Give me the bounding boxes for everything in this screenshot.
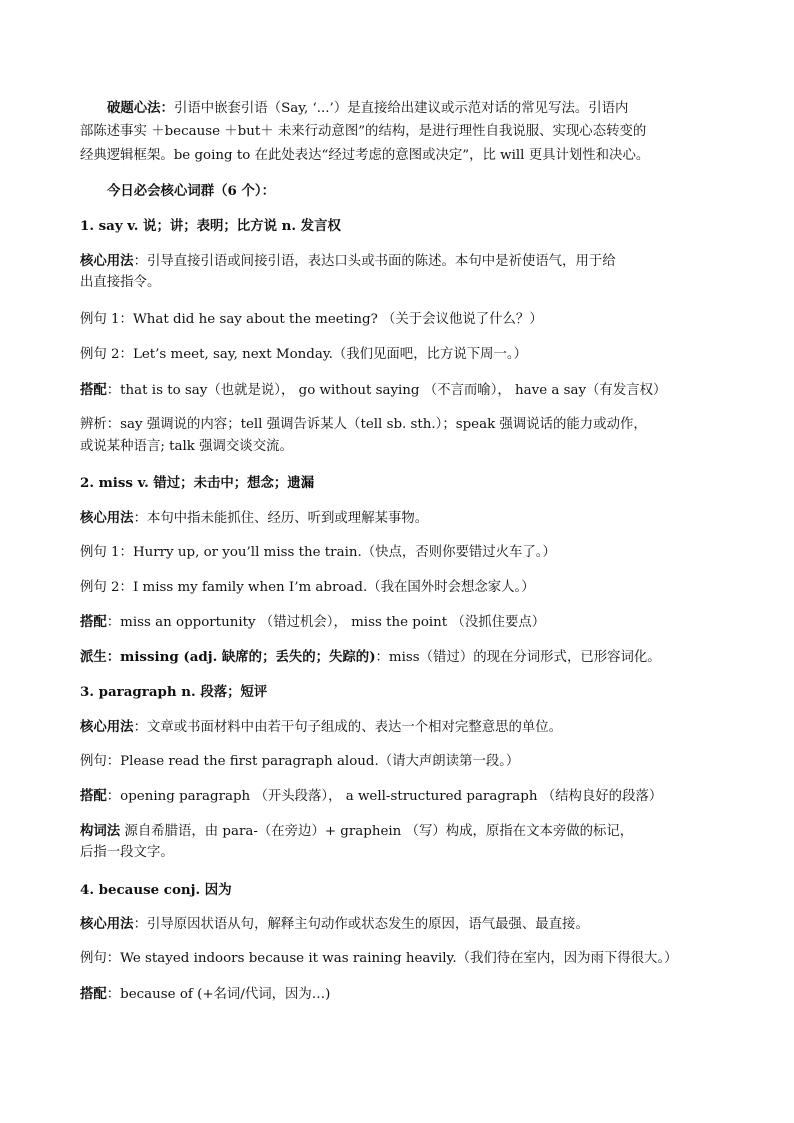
- word-heading-say: 1. say v. 说；讲；表明；比方说 n. 发言权: [80, 218, 341, 234]
- paragraph-collocation-label: 搭配: [80, 788, 107, 804]
- paragraph-usage: [80, 716, 740, 739]
- say-collocation: [80, 379, 740, 402]
- because-usage: [80, 913, 740, 936]
- paragraph-word-formation-text: 源自希腊语，由 para-（在旁边）+ graphein （写）构成，原指在文本旁做的标记，: [120, 824, 634, 839]
- miss-collocation-label: 搭配: [80, 614, 107, 630]
- paragraph-word-formation-line-1: [80, 820, 740, 843]
- miss-example-2: 例句 2：I miss my family when I’m abroad.（我在国外时会想念家人。）: [80, 580, 535, 595]
- miss-collocation-text: ：miss an opportunity （错过机会）， miss the point （没抓住要点）: [106, 615, 546, 630]
- miss-usage-text: ：本句中指未能抓住、经历、听到或理解某事物。: [133, 511, 429, 526]
- paragraph-word-formation-label: 构词法: [80, 823, 121, 839]
- section-title: 今日必会核心词群（6 个）：: [107, 183, 275, 199]
- miss-example-1: 例句 1：Hurry up, or you’ll miss the train.（快点，否则你要错过火车了。）: [80, 545, 556, 560]
- because-collocation-label: 搭配: [80, 986, 107, 1002]
- because-example: 例句：We stayed indoors because it was raining heavily.（我们待在室内，因为雨下得很大。）: [80, 951, 678, 966]
- say-usage-label: 核心用法: [80, 253, 134, 269]
- say-usage-text: ：引导直接引语或间接引语，表达口头或书面的陈述。本句中是祈使语气，用于给: [133, 254, 616, 269]
- paragraph-word-formation-line-2: 后指一段文字。: [80, 845, 174, 860]
- miss-usage-label: 核心用法: [80, 510, 134, 526]
- say-differentiation-line-1: 辨析：say 强调说的内容；tell 强调告诉某人（tell sb. sth.）；speak 强调说话的能力或动作，: [80, 417, 647, 432]
- word-heading-miss: 2. miss v. 错过；未击中；想念；遗漏: [80, 475, 315, 491]
- say-usage-line-2: 出直接指令。: [80, 275, 161, 290]
- miss-derivation-text: ：miss（错过）的现在分词形式，已形容词化。: [375, 650, 661, 665]
- because-collocation-text: ：because of (+名词/代词，因为…): [106, 987, 331, 1002]
- intro-text-1: 引语中嵌套引语（Say, ‘...’）是直接给出建议或示范对话的常见写法。引语内: [173, 101, 629, 116]
- miss-derivation: [80, 646, 740, 669]
- miss-collocation: [80, 611, 740, 634]
- say-usage-line-1: [80, 250, 740, 273]
- say-collocation-text: ：that is to say（也就是说）， go without saying （不言而喻）， have a say（有发言权）: [106, 383, 667, 398]
- say-example-2: 例句 2：Let’s meet, say, next Monday.（我们见面吧，比方说下周一。）: [80, 347, 528, 362]
- miss-usage: [80, 507, 740, 530]
- intro-line-3: 经典逻辑框架。be going to 在此处表达“经过考虑的意图或决定”，比 will 更具计划性和决心。: [80, 148, 650, 163]
- miss-derivation-label: 派生：missing (adj. 缺席的；丢失的；失踪的): [80, 649, 376, 665]
- because-usage-text: ：引导原因状语从句，解释主句动作或状态发生的原因，语气最强、最直接。: [133, 917, 589, 932]
- intro-line-1: [107, 97, 740, 120]
- paragraph-example: 例句：Please read the first paragraph aloud.（请大声朗读第一段。）: [80, 754, 520, 769]
- paragraph-usage-label: 核心用法: [80, 719, 134, 735]
- say-differentiation-line-2: 或说某种语言; talk 强调交谈交流。: [80, 439, 293, 454]
- word-heading-paragraph: 3. paragraph n. 段落；短评: [80, 684, 268, 700]
- say-collocation-label: 搭配: [80, 382, 107, 398]
- paragraph-collocation: [80, 785, 740, 808]
- paragraph-collocation-text: ：opening paragraph （开头段落）， a well-structured paragraph （结构良好的段落）: [106, 789, 663, 804]
- intro-label: 破题心法：: [107, 100, 174, 116]
- paragraph-usage-text: ：文章或书面材料中由若干句子组成的、表达一个相对完整意思的单位。: [133, 720, 563, 735]
- because-usage-label: 核心用法: [80, 916, 134, 932]
- intro-line-2: 部陈述事实 ＋because ＋but＋ 未来行动意图”的结构，是进行理性自我说服、实现心态转变的: [80, 124, 647, 139]
- say-example-1: 例句 1：What did he say about the meeting? （关于会议他说了什么？）: [80, 312, 543, 327]
- word-heading-because: 4. because conj. 因为: [80, 882, 232, 898]
- because-collocation: [80, 983, 740, 1006]
